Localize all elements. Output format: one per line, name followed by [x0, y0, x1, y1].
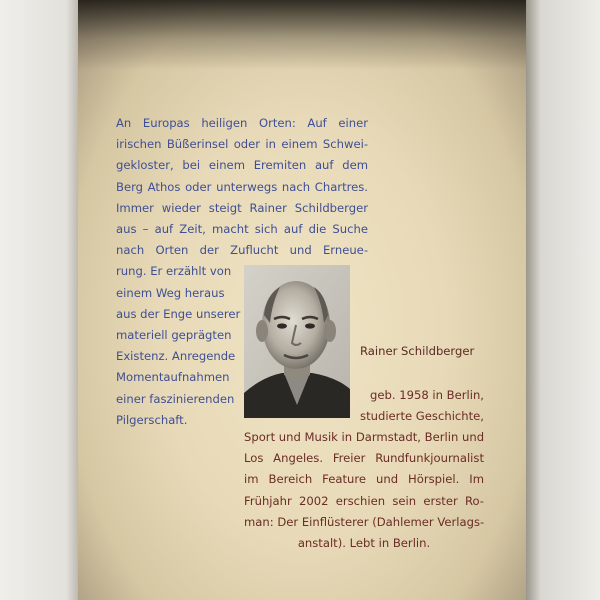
blurb-line: Existenz. Anregende: [116, 349, 236, 364]
blurb-line: Immer wieder steigt Rainer Schildberger: [116, 200, 368, 215]
blurb-line: rung. Er erzählt von: [116, 264, 232, 279]
author-bio-side: [358, 385, 484, 427]
bio-line: geb. 1958 in Berlin,: [370, 388, 484, 402]
bio-line: Sport und Musik in Darmstadt, Berlin und: [244, 430, 485, 444]
blurb-line: gekloster, bei einem Eremiten auf dem: [116, 158, 368, 173]
right-background: [526, 0, 600, 600]
author-portrait-image: [244, 265, 350, 418]
blurb-line: einem Weg heraus: [116, 285, 225, 300]
bio-line: studierte Geschichte,: [360, 409, 484, 424]
blurb-line: aus – auf Zeit, macht sich auf die Suche: [116, 222, 368, 237]
left-background: [0, 0, 78, 600]
blurb-line: nach Orten der Zuflucht und Erneue-: [116, 243, 368, 258]
bio-line: man: Der Einflüsterer (Dahlemer Verlags-: [244, 514, 485, 529]
blurb-line: aus der Enge unserer: [116, 306, 241, 321]
author-photo: [244, 265, 350, 418]
blurb-line: einer faszinierenden: [116, 391, 235, 406]
author-name: Rainer Schildberger: [360, 344, 475, 358]
blurb-line: Momentaufnahmen: [116, 370, 230, 385]
bio-line: Frühjahr 2002 erschien sein erster Ro-: [244, 493, 484, 508]
blurb-line: materiell geprägten: [116, 328, 232, 343]
blurb-line: irischen Büßerinsel oder in einem Schwei-: [116, 137, 368, 152]
blurb-line: An Europas heiligen Orten: Auf einer: [116, 116, 368, 130]
blurb-line: Berg Athos oder unterwegs nach Chartres.: [116, 179, 368, 194]
bio-line: im Bereich Feature und Hörspiel. Im: [244, 472, 484, 487]
book-back-cover: [78, 0, 526, 600]
author-bio: [244, 427, 484, 554]
bio-line: anstalt). Lebt in Berlin.: [297, 536, 431, 551]
blurb-line: Pilgerschaft.: [116, 412, 188, 427]
bio-line: Los Angeles. Freier Rundfunkjournalist: [244, 451, 484, 466]
